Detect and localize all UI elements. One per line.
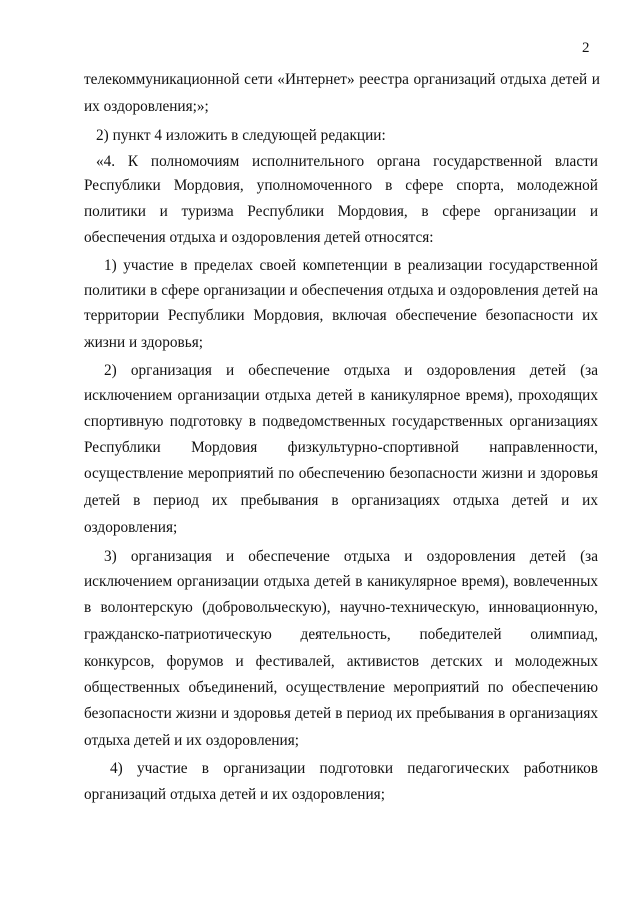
text-line: исключением организации отдыха детей в каникулярное время), вовлеченных (84, 573, 598, 590)
text-line: Республики Мордовия, уполномоченного в сфере спорта, молодежной (84, 177, 598, 194)
text-line: 2) пункт 4 изложить в следующей редакции: (96, 127, 386, 144)
text-line: политики в сфере организации и обеспечения отдыха и оздоровления детей на (84, 282, 598, 299)
text-line: оздоровления; (84, 519, 178, 536)
text-line: исключением организации отдыха детей в каникулярное время), проходящих (84, 387, 598, 404)
text-line: гражданско-патриотическую деятельность, победителей олимпиад, (84, 626, 598, 643)
text-line: территории Республики Мордовия, включая обеспечение безопасности их (84, 307, 598, 324)
text-line: 3) организация и обеспечение отдыха и оздоровления детей (за (104, 548, 598, 565)
text-line: общественных объединений, осуществление мероприятий по обеспечению (84, 679, 598, 696)
page-number: 2 (582, 40, 590, 56)
text-line: в волонтерскую (добровольческую), научно-техническую, инновационную, (84, 599, 598, 616)
text-line: 2) организация и обеспечение отдыха и оздоровления детей (за (104, 362, 598, 379)
text-line: политики и туризма Республики Мордовия, в сфере организации и (84, 203, 598, 220)
text-line: безопасности жизни и здоровья детей в период их пребывания в организациях (84, 705, 598, 722)
text-line: их оздоровления;»; (84, 98, 209, 115)
text-line: обеспечения отдыха и оздоровления детей относятся: (84, 229, 434, 246)
text-line: жизни и здоровья; (84, 334, 203, 351)
text-line: 4) участие в организации подготовки педагогических работников (110, 760, 598, 777)
text-line: Республики Мордовия физкультурно-спортивной направленности, (84, 439, 598, 456)
text-line: «4. К полномочиям исполнительного органа государственной власти (96, 153, 598, 170)
text-line: телекоммуникационной сети «Интернет» реестра организаций отдыха детей и (84, 71, 600, 88)
text-line: детей в период их пребывания в организациях отдыха детей и их (84, 492, 598, 509)
text-line: осуществление мероприятий по обеспечению безопасности жизни и здоровья (84, 465, 598, 482)
text-line: 1) участие в пределах своей компетенции в реализации государственной (104, 257, 598, 274)
text-line: организаций отдыха детей и их оздоровления; (84, 786, 385, 803)
text-line: отдыха детей и их оздоровления; (84, 732, 300, 749)
text-line: конкурсов, форумов и фестивалей, активистов детских и молодежных (84, 653, 598, 670)
text-line: спортивную подготовку в подведомственных государственных организациях (84, 413, 598, 430)
